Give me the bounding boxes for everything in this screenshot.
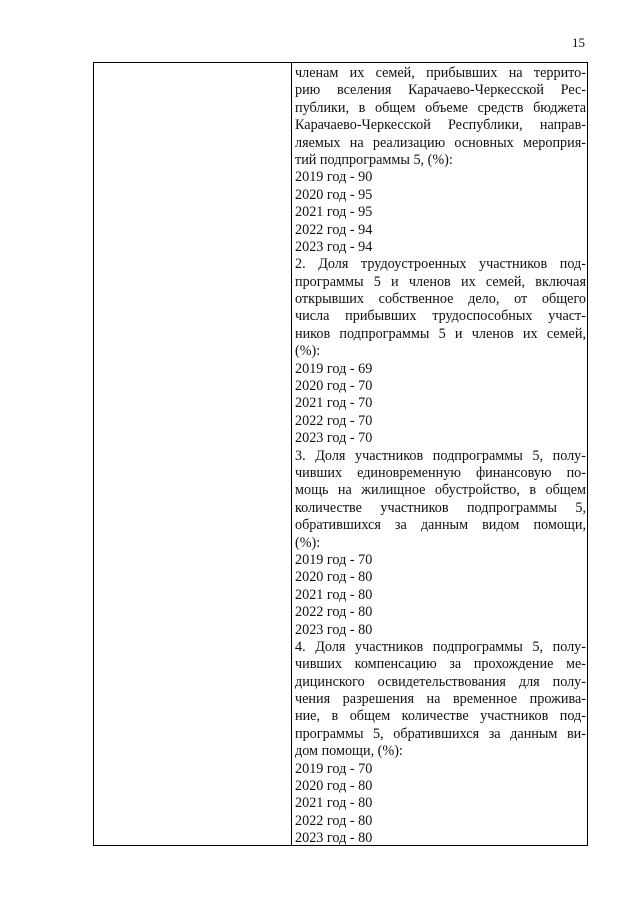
text-line: 2022 год - 80 — [295, 812, 373, 829]
table-cell-right-text — [295, 65, 586, 848]
text-line: 2022 год - 70 — [295, 412, 373, 429]
text-line: чивших компенсацию за прохождение ме- — [295, 656, 586, 673]
text-line: (%): — [295, 343, 321, 360]
text-line: 2021 год - 80 — [295, 795, 373, 812]
text-line: чения разрешения на временное прожива- — [295, 691, 586, 708]
text-line: числа прибывших трудоспособных участ- — [295, 308, 586, 325]
text-line: количестве участников подпрограммы 5, — [295, 499, 586, 516]
text-line: мощь на жилищное обустройство, в общем — [295, 482, 586, 499]
content-table — [93, 62, 588, 846]
text-line: 2. Доля трудоустроенных участников под- — [295, 256, 586, 273]
table-cell-left-empty — [94, 63, 291, 845]
text-line: дицинского освидетельствования для полу- — [295, 673, 586, 690]
page-number: 15 — [572, 35, 585, 50]
text-line: 2020 год - 70 — [295, 378, 373, 395]
text-line: 2023 год - 80 — [295, 621, 373, 638]
text-line: программы 5, обратившихся за данным ви- — [295, 725, 586, 742]
text-line: Карачаево-Черкесской Республики, направ- — [295, 117, 586, 134]
text-line: 3. Доля участников подпрограммы 5, полу- — [295, 447, 586, 464]
text-line: 2021 год - 70 — [295, 395, 373, 412]
text-line: членам их семей, прибывших на террито- — [295, 65, 586, 81]
text-line: открывших собственное дело, от общего — [295, 291, 586, 308]
text-line: 2020 год - 80 — [295, 778, 373, 795]
text-line: рию вселения Карачаево-Черкесской Рес- — [295, 82, 586, 99]
text-line: ников подпрограммы 5 и членов их семей, — [295, 325, 586, 342]
text-line: чивших единовременную финансовую по- — [295, 464, 586, 481]
text-line: (%): — [295, 534, 321, 551]
text-line: дом помощи, (%): — [295, 743, 403, 760]
text-line: 4. Доля участников подпрограммы 5, полу- — [295, 638, 586, 655]
text-line: программы 5 и членов их семей, включая — [295, 273, 586, 290]
text-line: 2022 год - 94 — [295, 221, 373, 238]
text-line: тий подпрограммы 5, (%): — [295, 151, 453, 168]
text-line: ние, в общем количестве участников под- — [295, 708, 586, 725]
text-line: 2021 год - 95 — [295, 204, 373, 221]
text-line: 2019 год - 70 — [295, 551, 373, 568]
text-line: 2023 год - 70 — [295, 430, 373, 447]
text-line: 2019 год - 90 — [295, 169, 373, 186]
text-line: 2020 год - 80 — [295, 569, 373, 586]
text-line: 2022 год - 80 — [295, 604, 373, 621]
text-line: публики, в общем объеме средств бюджета — [295, 99, 586, 116]
text-line: 2023 год - 80 — [295, 830, 373, 847]
text-line: 2021 год - 80 — [295, 586, 373, 603]
text-line: 2019 год - 69 — [295, 360, 373, 377]
column-divider — [291, 63, 292, 845]
text-line: 2019 год - 70 — [295, 760, 373, 777]
text-line: 2020 год - 95 — [295, 186, 373, 203]
text-line: 2023 год - 94 — [295, 238, 373, 255]
text-line: обратившихся за данным видом помощи, — [295, 517, 586, 534]
text-line: ляемых на реализацию основных мероприя- — [295, 134, 586, 151]
